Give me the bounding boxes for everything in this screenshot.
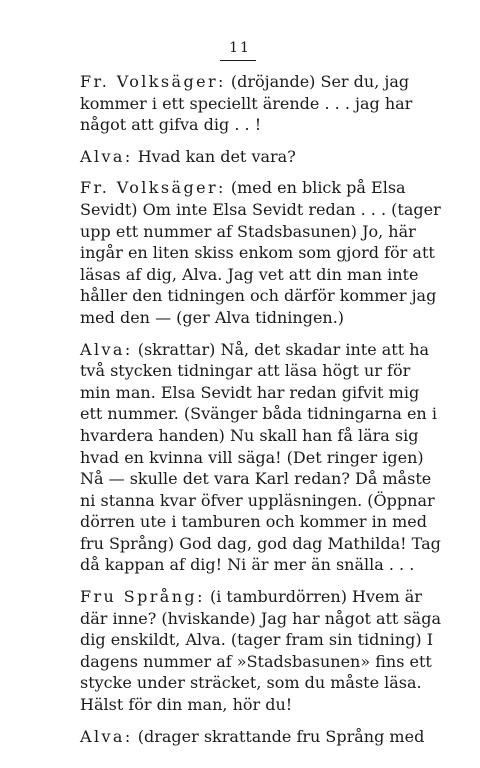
paragraph-text: (drager skrattande fru Språng med (132, 726, 425, 746)
paragraph-alva-1 (80, 146, 442, 168)
page-number-rule (220, 60, 256, 61)
page-number: 11 (229, 40, 251, 56)
paragraph-text: (dröjande) Ser du, jag kommer i ett speciellt ärende . . . jag har något att gifva dig . . ! (80, 72, 413, 135)
paragraph-text: (i tamburdörren) Hvem är där inne? (hviskande) Jag har något att säga dig enskildt, Alva. (tager fram sin tidning) I dagens nummer af »Stadsbasunen» fins ett stycke under sträcket, som du måste läsa. Hälst för din man, hör du! (80, 587, 441, 715)
paragraph-volksager-2 (80, 177, 442, 328)
speaker-name: Alva: (80, 726, 133, 746)
speaker-name: Alva: (80, 339, 133, 359)
speaker-name: Alva: (80, 146, 133, 166)
speaker-name: Fru Språng: (80, 587, 205, 607)
paragraph-sprang-1 (80, 586, 442, 716)
paragraph-text: Hvad kan det vara? (132, 146, 296, 166)
paragraph-text: (med en blick på Elsa Sevidt) Om inte Elsa Sevidt redan . . . (tager upp ett nummer af Stadsbasunen) Jo, här ingår en liten skiss enkom som gjord för att läsas af dig, Alva. Jag vet att din man inte håller den tidningen och därför kommer jag med den — (ger Alva tidningen.) (80, 178, 441, 327)
paragraph-text: (skrattar) Nå, det skadar inte att ha två stycken tidningar att läsa högt ur för min man. Elsa Sevidt har redan gifvit mig ett nummer. (Svänger båda tidningarna en i hvardera handen) Nu skall han få lära sig hvad en kvinna vill säga! (Det ringer igen) Nå — skulle det vara Karl redan? Då måste ni stanna kvar öfver uppläsningen. (Öppnar dörren ute i tamburen och kommer in med fru Språng) God dag, god dag Mathilda! Tag då kappan af dig! Ni är mer än snälla . . . (80, 339, 441, 575)
speaker-name: Fr. Volksäger: (80, 72, 226, 91)
speaker-name: Fr. Volksäger: (80, 178, 226, 198)
page-text (80, 71, 442, 757)
paragraph-alva-3 (80, 726, 442, 748)
paragraph-volksager-1 (80, 71, 442, 136)
paragraph-alva-2 (80, 339, 442, 577)
